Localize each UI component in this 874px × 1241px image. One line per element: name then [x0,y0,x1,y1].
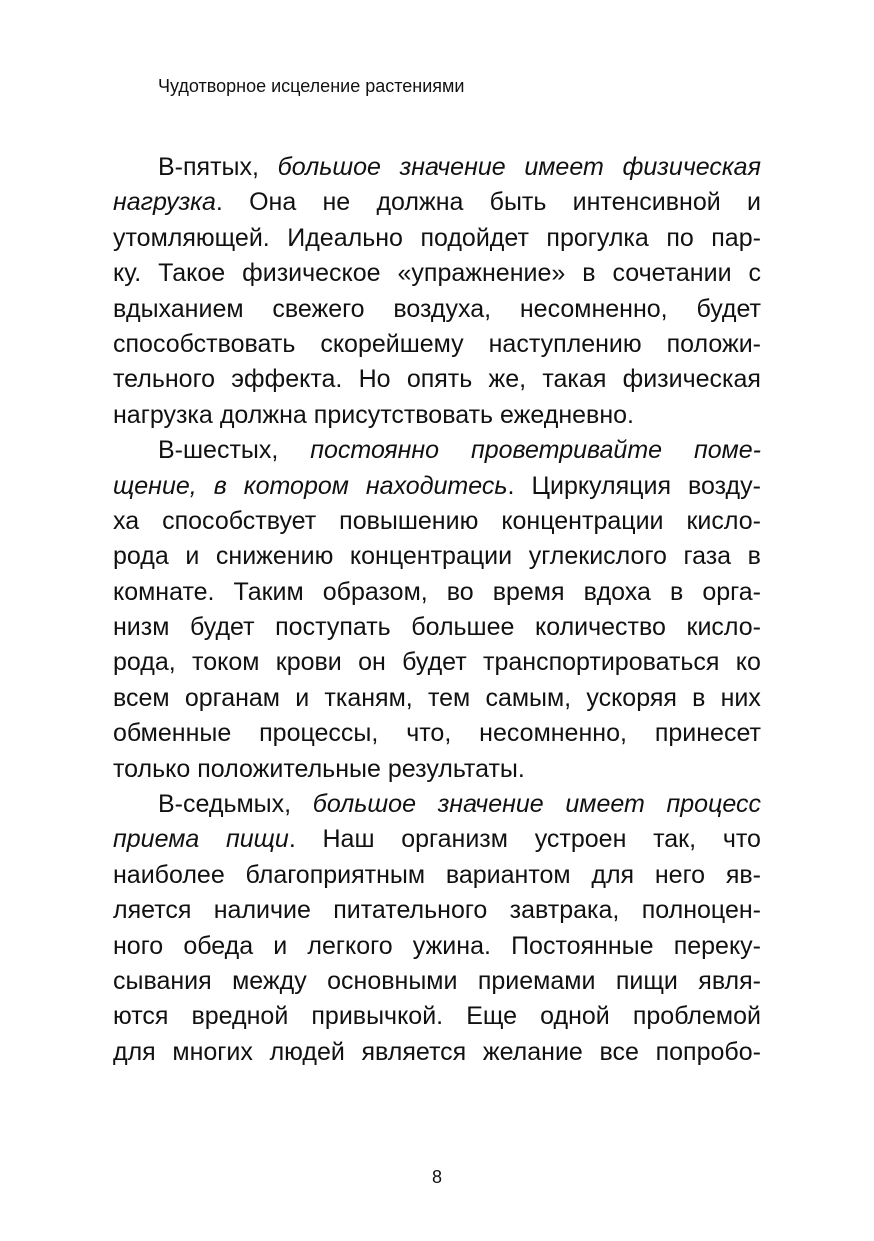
text-line [113,893,761,928]
word: только [113,754,191,783]
word: все [599,1037,639,1066]
word: ужина. [412,931,491,960]
word: яв- [725,860,761,889]
word: имеет [524,153,604,181]
word: опять [406,365,473,394]
word: процесс [666,790,761,819]
word: присутствовать [313,400,494,429]
word: Таким [233,577,304,606]
word: вдоха [583,577,651,606]
word: Наш [322,825,375,854]
word: значение [399,153,506,181]
word: положи- [666,329,761,358]
word: В-пятых, [158,153,259,181]
text-line [113,185,761,220]
text-line [113,327,761,362]
text-line [113,221,761,256]
word: органам [184,683,280,712]
word: наступлению [488,329,642,358]
word: процессы, [259,719,379,748]
word: В-шестых, [158,436,279,465]
word: ускоряя [586,683,677,712]
word: многих [172,1037,253,1066]
word: в [692,683,706,712]
word: является [361,1037,467,1066]
word: ха [113,506,140,535]
word: концентрации [501,506,664,535]
word: тем [427,683,471,712]
word: значение [437,790,544,819]
word: результаты. [387,754,525,783]
word: свежего [272,294,365,323]
word: и [273,931,288,960]
word: физическое [242,259,381,288]
word: пищи [615,966,678,995]
word: подойдет [420,223,529,252]
word: что [722,825,761,854]
word: тельного [113,365,216,394]
word: углекислого [528,542,667,571]
word: основными [327,966,458,995]
word: Она [249,188,297,217]
text-line [113,999,761,1034]
word: питательного [333,896,488,925]
word: ного [113,931,164,960]
text-line [113,787,761,822]
word: желание [482,1037,583,1066]
word: повышению [339,506,479,535]
word: рода, [113,648,176,677]
word: постоянно [310,436,440,465]
word: для [591,860,635,889]
paragraph [113,433,761,787]
word: в [747,542,761,571]
word: поме- [693,436,761,465]
word: рода [113,542,169,571]
word: находитесь. [365,471,515,500]
word: В-седьмых, [158,790,292,819]
word: завтрака, [509,896,620,925]
text-line [113,964,761,999]
word: ку. [113,259,142,288]
word: в [582,259,596,288]
text-line [113,504,761,539]
text-line [113,716,761,751]
text-line [113,362,761,397]
word: физическая [622,153,761,181]
word: будет [696,294,761,323]
text-line [113,645,761,680]
word: не [322,188,351,217]
word: щение, [113,471,197,500]
word: прогулка [546,223,649,252]
word: должна [219,400,307,429]
text-line [113,150,761,185]
word: попробо- [655,1037,761,1066]
word: утомляющей. [113,223,270,252]
word: Циркуляция [531,471,671,500]
word: быть [489,188,547,217]
word: ются [113,1002,169,1031]
word: по [666,223,694,252]
word: способствовать [113,329,296,358]
paragraph [113,787,761,1070]
word: проветривайте [470,436,663,465]
word: орга- [702,577,761,606]
word: физическая [622,365,761,394]
text-line [113,822,761,857]
word: сывания [113,966,212,995]
word: принесет [654,719,761,748]
word: скорейшему [320,329,464,358]
word: устроен [534,825,627,854]
word: наиболее [113,860,225,889]
text-line [113,256,761,291]
paragraph [113,150,761,433]
word: большое [312,790,416,819]
word: будет [190,613,255,642]
word: снижению [215,542,334,571]
word: пар- [711,223,761,252]
word: воздуха, [393,294,492,323]
word: и [295,683,310,712]
word: явля- [698,966,761,995]
word: концентрации [349,542,513,571]
word: вдыханием [113,294,244,323]
word: одной [540,1002,610,1031]
word: несомненно, [519,294,668,323]
page-number: 8 [431,1167,442,1187]
word: вариантом [445,860,571,889]
word: обеда [183,931,254,960]
text-line [113,610,761,645]
word: и [746,188,761,217]
word: ко [735,648,761,677]
word: время [492,577,565,606]
word: всем [113,683,170,712]
text-line [113,929,761,964]
word: с [748,259,761,288]
word: проблемой [632,1002,761,1031]
text-line [113,575,761,610]
word: образом, [322,577,428,606]
word: он [358,648,386,677]
word: в [213,471,227,500]
word: в [669,577,684,606]
word: переку- [673,931,761,960]
word: него [654,860,706,889]
text-line [113,398,761,433]
word: несомненно, [479,719,627,748]
word: положительные [197,754,381,783]
word: для [113,1037,156,1066]
word: Еще [466,1002,518,1031]
text-line [113,858,761,893]
word: приемами [477,966,596,995]
word: способствует [162,506,317,535]
word: и [185,542,200,571]
text-line [113,433,761,468]
word: Но [358,365,391,394]
text-line [113,292,761,327]
word: большое [277,153,381,181]
word: организм [401,825,508,854]
word: что, [406,719,452,748]
word: Идеально [287,223,403,252]
word: количество [535,613,666,642]
text-line [113,752,761,787]
word: так, [653,825,697,854]
word: ежедневно. [500,400,634,429]
word: самым, [485,683,572,712]
word: легкого [307,931,393,960]
text-line [113,539,761,574]
word: Постоянные [511,931,654,960]
word: будет [402,648,467,677]
word: интенсивной [572,188,721,217]
word: током [192,648,260,677]
word: нагрузка [113,400,213,429]
word: обменные [113,719,232,748]
word: ляется [113,896,192,925]
word: кисло- [686,613,761,642]
word: сочетании [612,259,732,288]
word: приема [113,825,200,854]
word: должна [376,188,464,217]
text-line [113,1035,761,1070]
word: «упражнение» [397,259,566,288]
word: кисло- [686,506,761,535]
word: крови [275,648,342,677]
word: комнате. [113,577,215,606]
word: котором [243,471,349,500]
word: Такое [158,259,226,288]
word: между [232,966,307,995]
word: имеет [565,790,645,819]
word: газа [683,542,732,571]
word: транспортироваться [483,648,720,677]
word: благоприятным [245,860,426,889]
word: возду- [688,471,761,500]
word: эффекта. [231,365,343,394]
word: большее [411,613,515,642]
text-line [113,681,761,716]
word: полноцен- [641,896,761,925]
body-text [113,150,761,1070]
word: поступать [275,613,391,642]
word: наличие [213,896,311,925]
word: такая [542,365,607,394]
word: нагрузка. [113,188,223,217]
word: людей [269,1037,345,1066]
word: тканям, [324,683,413,712]
running-header: Чудотворное исцеление растениями [158,76,465,96]
word: низм [113,613,170,642]
word: во [446,577,474,606]
word: них [720,683,761,712]
word: же, [488,365,527,394]
word: пищи. [225,825,296,854]
word: привычкой. [311,1002,444,1031]
text-line [113,469,761,504]
word: вредной [191,1002,289,1031]
